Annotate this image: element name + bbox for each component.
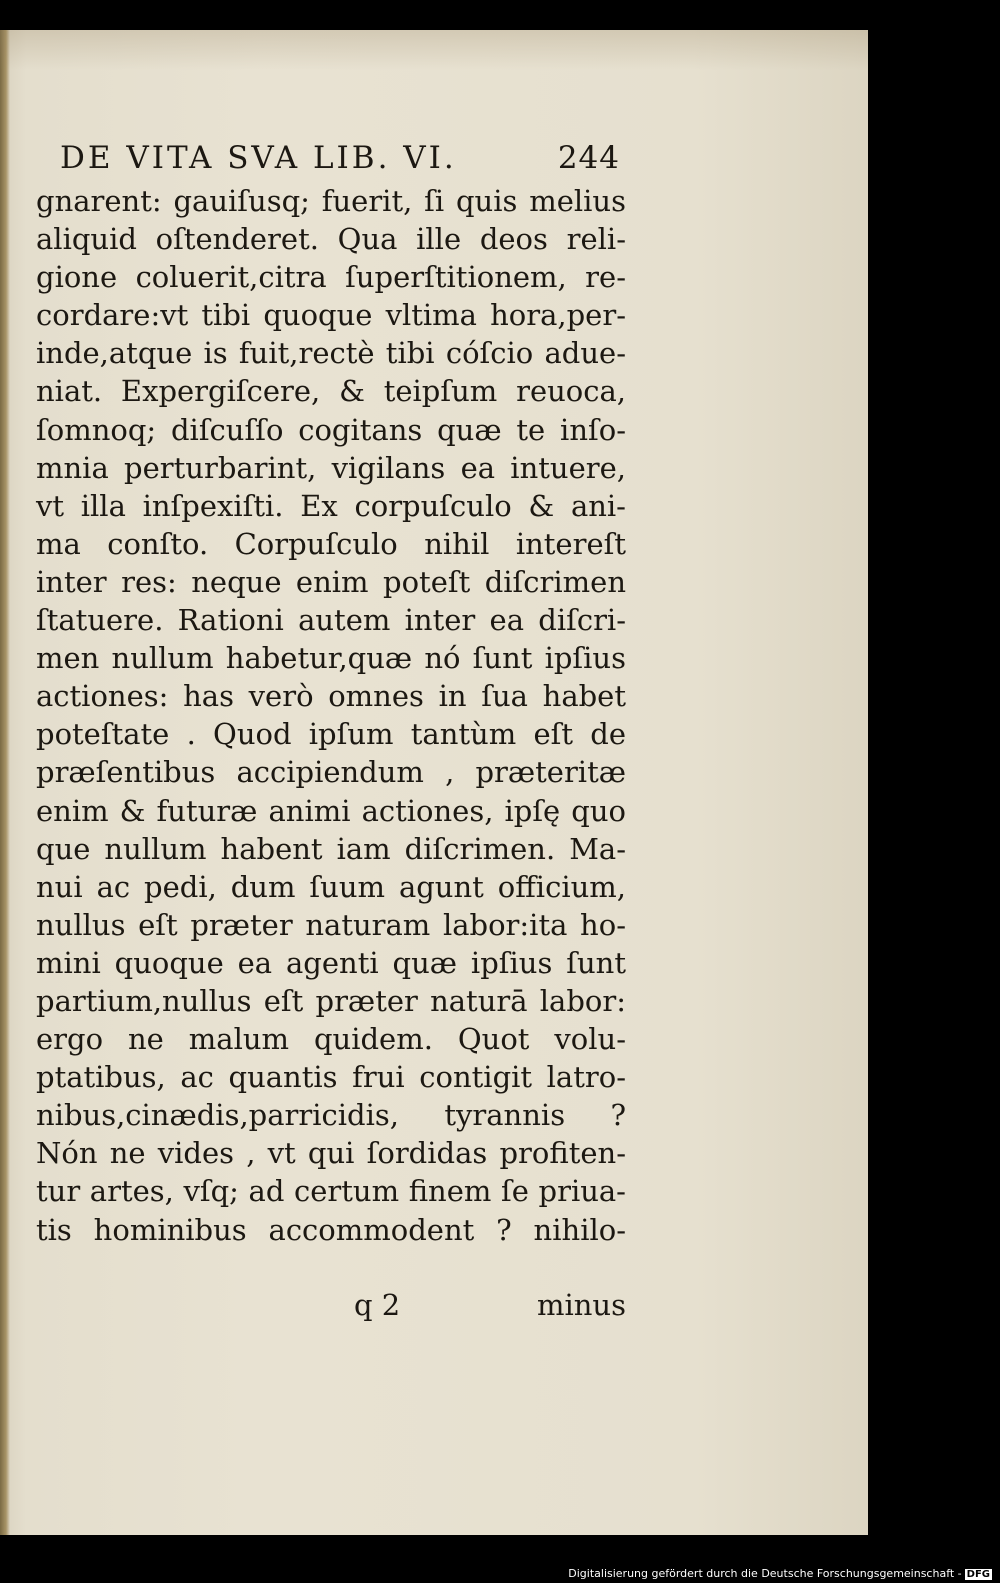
text-line: nullus eſt præter naturam labor:ita ho- [36,907,626,942]
text-line: tis hominibus accommodent ? nihilo- [36,1212,626,1247]
text-line: gione coluerit,citra ſuperſtitionem, re- [36,260,626,295]
dfg-logo: DFG [966,1569,990,1580]
text-line: Nón ne vides , vt qui ſordidas profiten- [36,1136,626,1171]
text-line: tur artes, vſq; ad certum finem ſe priua- [36,1174,626,1209]
text-line: ſtatuere. Rationi autem inter ea diſcri- [36,603,626,638]
text-line: nibus,cinædis,parricidis, tyrannis ? [36,1098,626,1133]
catchword: minus [536,1288,626,1322]
page-number: 244 [557,140,620,176]
text-line: nui ac pedi, dum ſuum agunt officium, [36,869,626,904]
text-line: partium,nullus eſt præter naturā labor: [36,983,626,1018]
text-line: vt illa inſpexiſti. Ex corpuſculo & ani- [36,488,626,523]
text-line: mnia perturbarint, vigilans ea intuere, [36,450,626,485]
text-line: poteſtate . Quod ipſum tantùm eſt de [36,717,626,752]
text-line: gnarent: gauiſusq; fuerit, ſi quis melius [36,184,626,218]
text-line: enim & futuræ animi actiones, ipſę quo [36,793,626,828]
body-text [36,182,626,1249]
text-line: inde,atque is fuit,rectè tibi cóſcio adue- [36,336,626,371]
text-line: cordare:vt tibi quoque vltima hora,per- [36,298,626,333]
signature-mark: q 2 [354,1288,401,1322]
text-line: ma conſto. Corpuſculo nihil intereſt [36,526,626,561]
text-line: ergo ne malum quidem. Quot volu- [36,1022,626,1057]
text-line: ptatibus, ac quantis frui contigit latro- [36,1060,626,1095]
credit-text: Digitalisierung gefördert durch die Deutsche Forschungsgemeinschaft - [568,1567,962,1580]
text-line: actiones: has verò omnes in ſua habet [36,679,626,714]
book-page [0,30,868,1535]
running-title: DE VITA SVA LIB. VI. [60,140,457,176]
digitization-credit [568,1567,992,1580]
text-line: præſentibus accipiendum , præteritæ [36,755,626,790]
text-line: niat. Expergiſcere, & teipſum reuoca, [36,374,626,409]
text-line: men nullum habetur,quæ nó ſunt ipſius [36,641,626,676]
page-footer [36,1288,626,1328]
text-line: que nullum habent iam diſcrimen. Ma- [36,831,626,866]
text-line: inter res: neque enim poteſt diſcrimen [36,564,626,599]
text-line: aliquid oſtenderet. Qua ille deos reli- [36,222,626,257]
text-line: mini quoque ea agenti quæ ipſius ſunt [36,945,626,980]
text-line: ſomnoq; diſcuſſo cogitans quæ te inſo- [36,412,626,447]
